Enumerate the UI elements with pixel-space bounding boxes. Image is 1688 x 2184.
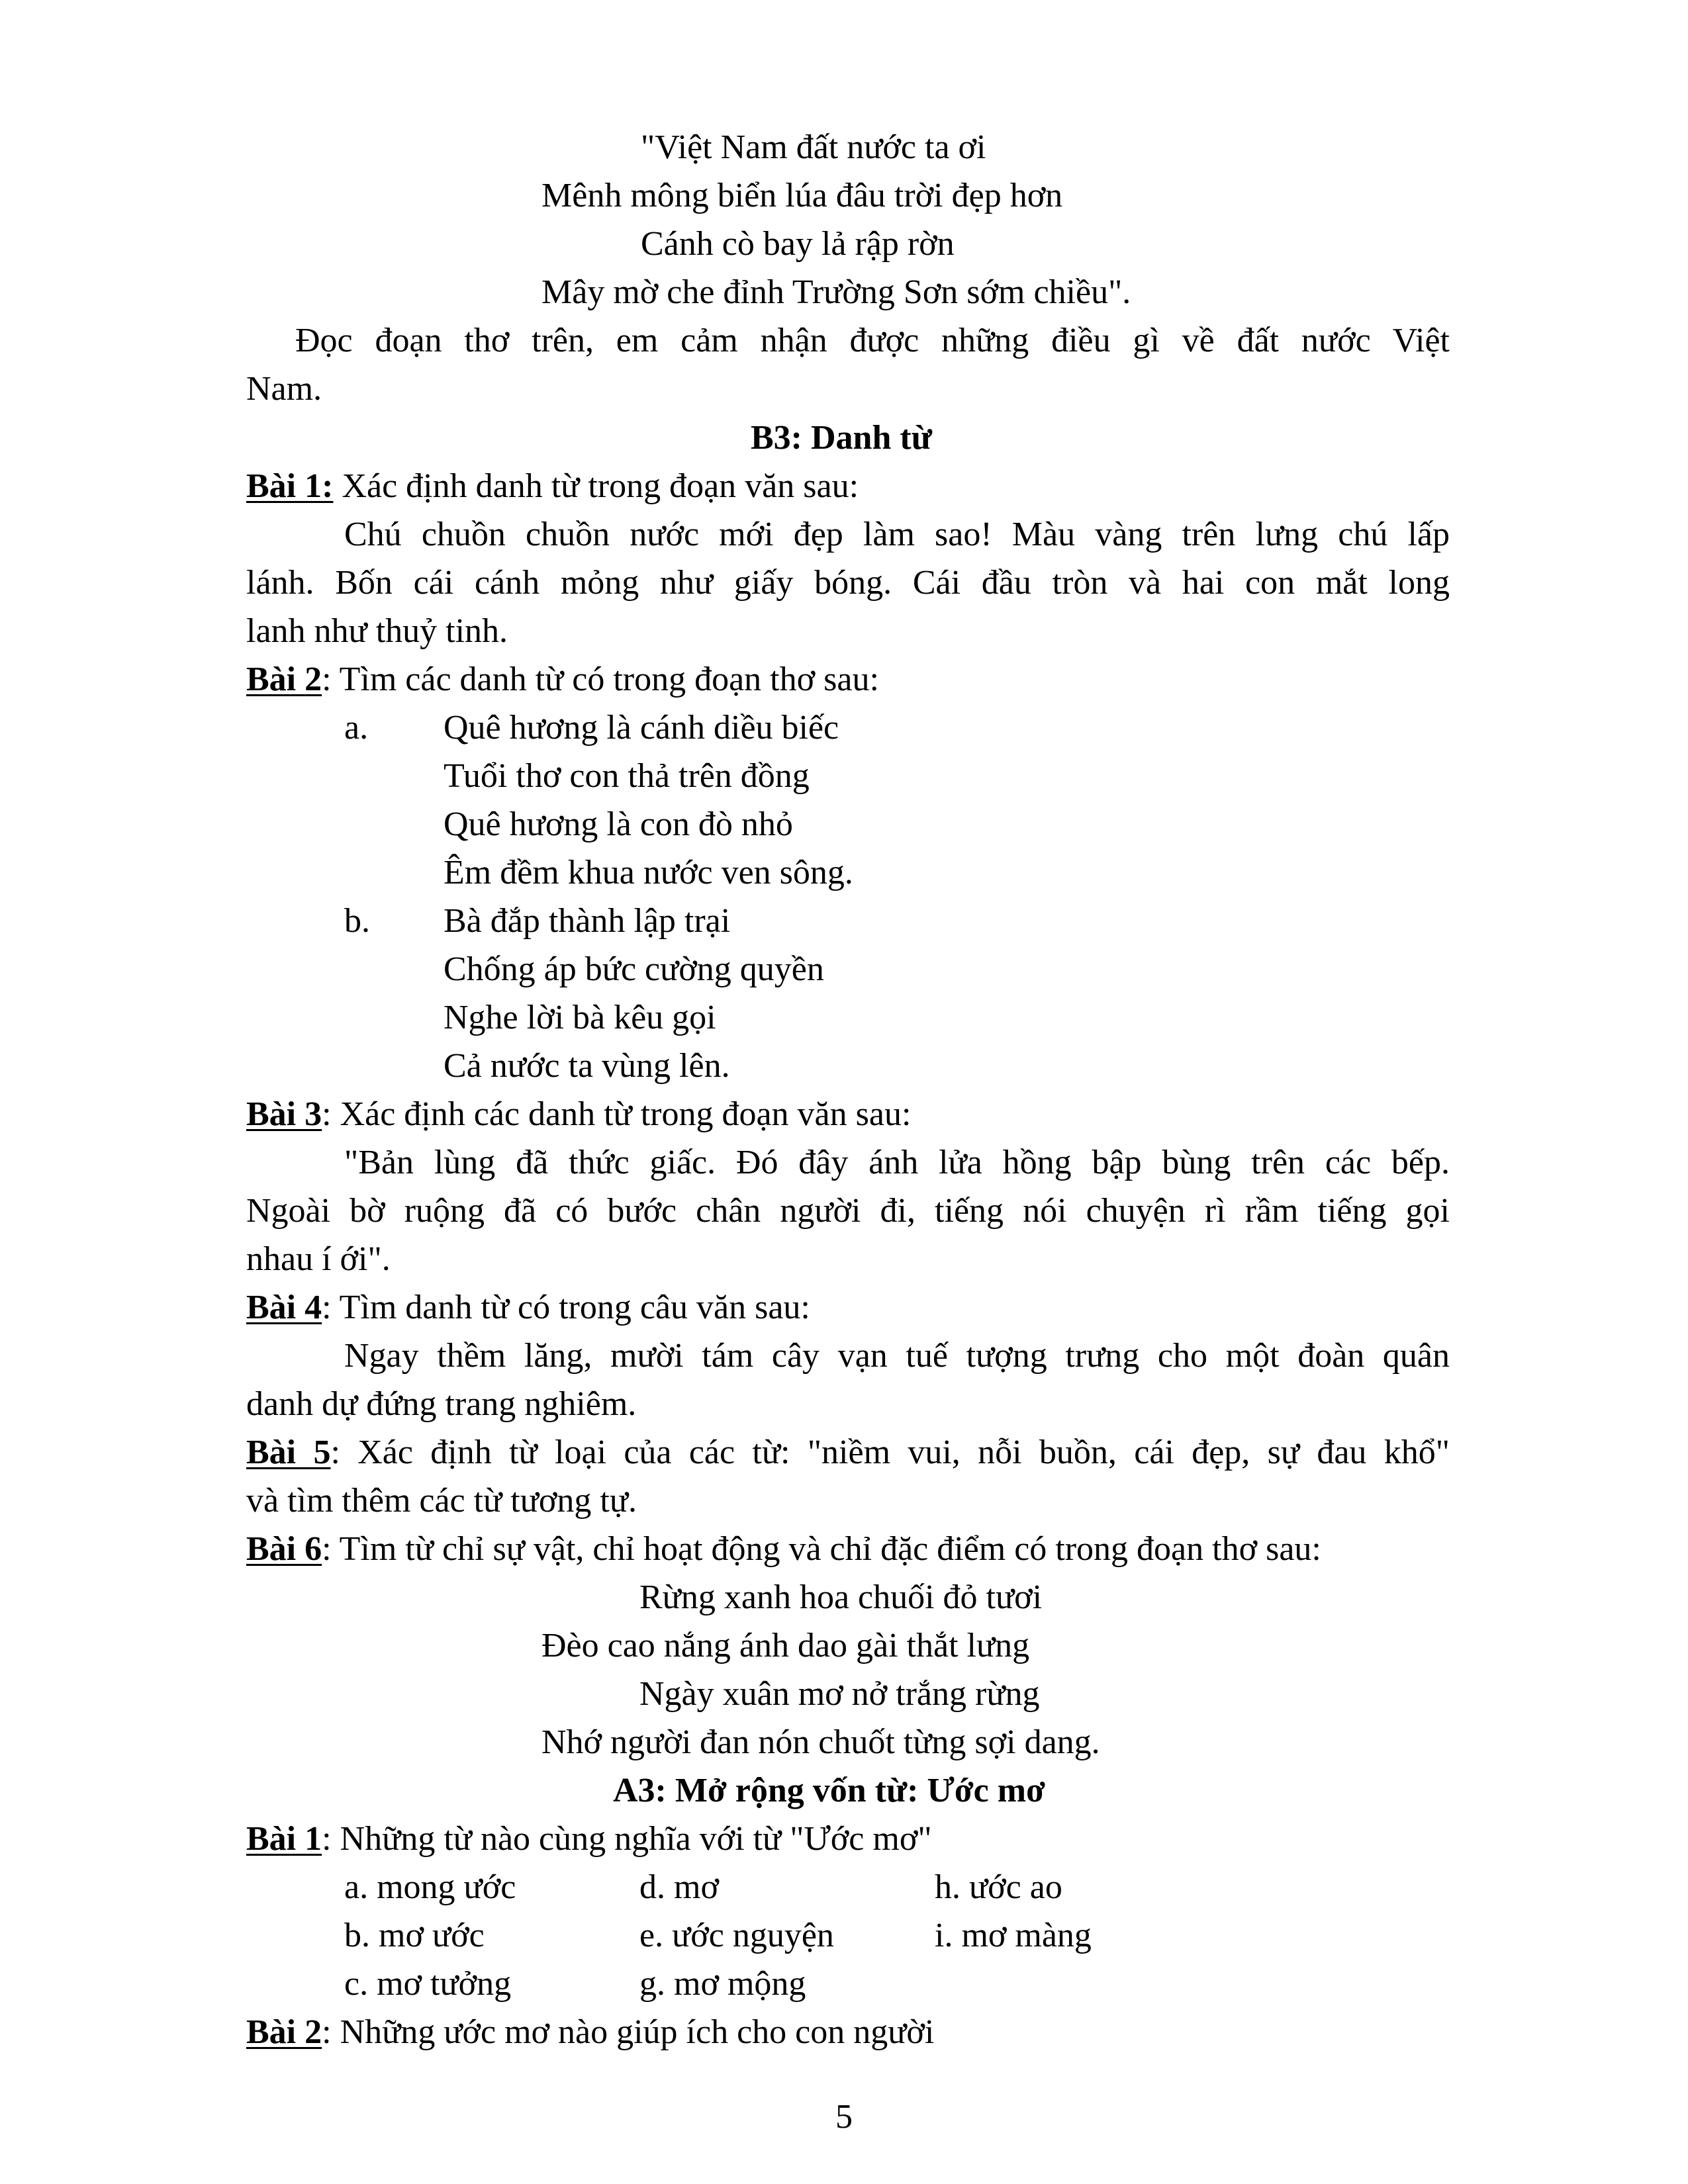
option-item: g. mơ mộng bbox=[639, 1965, 806, 2003]
exercise-label: Bài 1 bbox=[246, 1820, 322, 1858]
poem-line: Chống áp bức cường quyền bbox=[444, 950, 824, 988]
exercise-label: Bài 2 bbox=[246, 2013, 322, 2051]
poem-line: Đèo cao nắng ánh dao gài thắt lưng bbox=[541, 1627, 1030, 1664]
option-item: i. mơ màng bbox=[935, 1917, 1092, 1954]
exercise-label: Bài 4 bbox=[246, 1289, 322, 1326]
passage-line: Ngay thềm lăng, mười tám cây vạn tuế tượng trưng cho một đoàn quân bbox=[344, 1337, 1450, 1375]
option-item: a. mong ước bbox=[344, 1868, 516, 1906]
poem-line: Bà đắp thành lập trại bbox=[444, 902, 731, 940]
poem-line: Cả nước ta vùng lên. bbox=[444, 1047, 730, 1085]
option-item: d. mơ bbox=[639, 1868, 719, 1906]
exercise-prompt: : Những từ nào cùng nghĩa với từ "Ước mơ" bbox=[322, 1820, 932, 1858]
poem-line: Mây mờ che đỉnh Trường Sơn sớm chiều". bbox=[541, 273, 1131, 311]
exercise-label: Bài 1: bbox=[246, 467, 334, 505]
option-item: c. mơ tưởng bbox=[344, 1965, 512, 2003]
poem-line: Quê hương là con đò nhỏ bbox=[444, 805, 793, 843]
poem-line: Êm đềm khua nước ven sông. bbox=[444, 854, 853, 891]
poem-line: Cánh cò bay lả rập rờn bbox=[641, 225, 955, 263]
passage-line: lánh. Bốn cái cánh mỏng như giấy bóng. Cái đầu tròn và hai con mắt long bbox=[246, 564, 1450, 602]
passage-line: "Bản lùng đã thức giấc. Đó đây ánh lửa hồng bập bùng trên các bếp. bbox=[344, 1144, 1450, 1181]
exercise-label: Bài 3 bbox=[246, 1095, 322, 1133]
poem-line: Rừng xanh hoa chuối đỏ tươi bbox=[639, 1578, 1043, 1616]
option-item: e. ước nguyện bbox=[639, 1917, 834, 1954]
exercise-prompt: Xác định danh từ trong đoạn văn sau: bbox=[333, 467, 859, 505]
option-item: b. mơ ước bbox=[344, 1917, 485, 1954]
passage-line: Ngoài bờ ruộng đã có bước chân người đi, tiếng nói chuyện rì rầm tiếng gọi bbox=[246, 1192, 1450, 1230]
exercise-6 bbox=[246, 1525, 1321, 1573]
poem-line: Mênh mông biển lúa đâu trời đẹp hơn bbox=[541, 177, 1063, 214]
poem-line: Tuổi thơ con thả trên đồng bbox=[444, 757, 810, 795]
exercise-3 bbox=[246, 1090, 911, 1138]
exercise-1 bbox=[246, 462, 859, 510]
passage-line: danh dự đứng trang nghiêm. bbox=[246, 1385, 637, 1423]
list-marker: a. bbox=[344, 709, 369, 747]
exercise-prompt: : Tìm từ chỉ sự vật, chỉ hoạt động và chỉ đặc điểm có trong đoạn thơ sau: bbox=[322, 1530, 1321, 1568]
option-item: h. ước ao bbox=[935, 1868, 1062, 1906]
exercise-prompt: và tìm thêm các từ tương tự. bbox=[246, 1482, 637, 1520]
poem-line: Nhớ người đan nón chuốt từng sợi dang. bbox=[541, 1723, 1100, 1761]
exercise-prompt: : Những ước mơ nào giúp ích cho con người bbox=[322, 2013, 935, 2051]
exercise-label: Bài 6 bbox=[246, 1530, 322, 1568]
exercise-4 bbox=[246, 1283, 810, 1332]
question-text: Nam. bbox=[246, 370, 322, 408]
exercise-label: Bài 2 bbox=[246, 660, 322, 698]
poem-line: Ngày xuân mơ nở trắng rừng bbox=[639, 1675, 1040, 1713]
exercise-prompt: : Tìm các danh từ có trong đoạn thơ sau: bbox=[322, 660, 879, 698]
passage-line: nhau í ới". bbox=[246, 1240, 391, 1278]
question-text: Đọc đoạn thơ trên, em cảm nhận được những điều gì về đất nước Việt bbox=[295, 322, 1450, 359]
list-marker: b. bbox=[344, 902, 370, 940]
page-number: 5 bbox=[835, 2098, 853, 2136]
exercise-5 bbox=[246, 1428, 1450, 1477]
exercise-2 bbox=[246, 655, 879, 704]
section-heading-b3: B3: Danh từ bbox=[751, 419, 932, 457]
passage-line: lanh như thuỷ tinh. bbox=[246, 612, 508, 650]
passage-line: Chú chuồn chuồn nước mới đẹp làm sao! Màu vàng trên lưng chú lấp bbox=[344, 516, 1450, 553]
section-heading-a3: A3: Mở rộng vốn từ: Ước mơ bbox=[613, 1772, 1045, 1809]
poem-line: "Việt Nam đất nước ta ơi bbox=[641, 128, 986, 166]
poem-line: Quê hương là cánh diều biếc bbox=[444, 709, 839, 747]
exercise-label: Bài 5 bbox=[246, 1433, 331, 1471]
exercise-prompt: : Tìm danh từ có trong câu văn sau: bbox=[322, 1289, 810, 1326]
exercise-a3-1 bbox=[246, 1815, 932, 1863]
poem-line: Nghe lời bà kêu gọi bbox=[444, 999, 716, 1036]
exercise-prompt: : Xác định từ loại của các từ: "niềm vui, nỗi buồn, cái đẹp, sự đau khổ" bbox=[330, 1433, 1450, 1471]
exercise-a3-2 bbox=[246, 2008, 934, 2056]
exercise-prompt: : Xác định các danh từ trong đoạn văn sau: bbox=[322, 1095, 912, 1133]
